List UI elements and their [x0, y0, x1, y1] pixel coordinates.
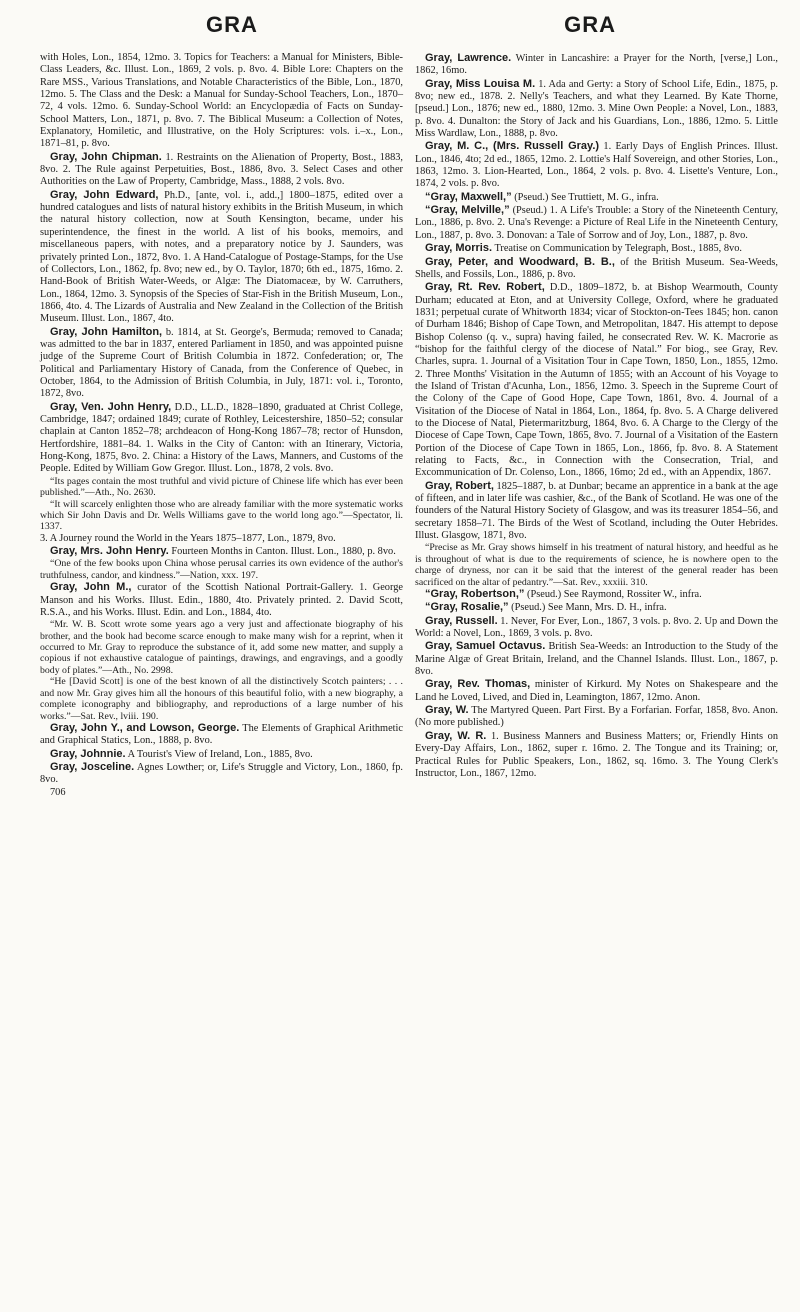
entry-text: D.D., 1809–1872, b. at Bishop Wearmouth, County Durham; educated at Eton, and at University College, Oxford, where he graduated 1831; perpetual curate of Whitworth 1834; vicar of Stockton-on-Tees 1845; hon. canon of Durham 1846; Bishop of Cape Town, and Metropolitan, 1847. His attempt to depose Bishop Colenso (q. v., supra) having failed, he consecrated Rev. W. K. Macrorie as “bishop for the faithful clergy of the diocese of Natal.” For biog., see Gray, Rev. Charles, supra. 1. Journal of a Visitation Tour in Cape Town, 1850, Lon., 1855, 12mo. 2. Three Months' Visitation in the Autumn of 1855; with an Account of his Voyage to the Island of Tristan d'Acunha, Lon., 1856, 12mo. 3. Speech in the Supreme Court of the Colony of the Cape of Good Hope, Cape Town, 1861, 8vo. 4. Journal of a Visitation of the Diocese of Natal in 1864, Lon., 1864, fp. 8vo. 5. A Charge delivered to the Diocese of Natal, Pietermaritzburg, 1864, 8vo. 6. A Charge to the Clergy of the Diocese of Cape Town, Cape Town, 1865, 8vo. 7. Journal of a Visitation of the Eastern Portion of the Diocese of Cape Town in 1865, Lon., 1866, fp. 8vo. 8. A Statement relating to Facts, &c., in Connection with the Consecration, Trial, and Excommunication of Dr. Colenso, Lon., 1866, 16mo; 2d ed., with an Appendix, 1867. [415, 282, 779, 479]
text-columns [40, 52, 778, 799]
entry-text: Treatise on Communication by Telegraph, Bost., 1885, 8vo. [492, 243, 742, 255]
entry-text: A Tourist's View of Ireland, Lon., 1885, 8vo. [125, 748, 313, 760]
bibliography-entry [40, 189, 403, 326]
entry-text: (Pseud.) See Mann, Mrs. D. H., infra. [508, 602, 667, 614]
entry-text: The Martyred Queen. Part First. By a Forfarian. Forfar, 1858, 8vo. Anon. (No more published.) [415, 705, 778, 729]
entry-text: 1. Early Days of English Princes. Illust. Lon., 1846, 4to; 2d ed., 1865, 12mo. 2. Lottie's Half Sovereign, and other Stories, Lon., 1863, 12mo. 3. Lion-Hearted, Lon., 1864, 2 vols. p. 8vo. 4. Lisette's Venture, Lon., 1874, 2 vols. p. 8vo. [415, 141, 778, 190]
page-number: 706 [50, 786, 66, 798]
entry-headword: “Gray, Robertson,” [425, 588, 525, 601]
entry-text: D.D., LL.D., 1828–1890, graduated at Christ College, Cambridge, 1847; ordained 1849; curate of Rothley, Leicestershire, 1850–52; consular chaplain at Canton 1852–78; archdeacon of Hong-Kong 1867–78; rector of Hunsdon, Hertfordshire, 1881–84. 1. Walks in the City of Canton: with an Itinerary, Victoria, Hong-Kong, 1875, 8vo. 2. China: a History of the Laws, Manners, and Customs of the People. Edited by William Gow Gregor. Illust. Lon., 1878, 2 vols. 8vo. [40, 401, 403, 475]
entry-headword: Gray, John M., [50, 581, 132, 594]
review-quote: “Precise as Mr. Gray shows himself in his treatment of natural history, and heedful as he is throughout of what is due to the requirements of science, he is nowhere open to the charge of dryness, nor can it be said that the interest of the general reader has been sacrificed on the altar of pedantry.”—Sat. Rev., xxxiii. 310. [415, 542, 778, 588]
entry-text: The Elements of Graphical Arithmetic and Graphical Statics, Lon., 1888, p. 8vo. [40, 722, 403, 747]
running-head [40, 12, 778, 52]
entry-text: 3. A Journey round the World in the Years 1875–1877, Lon., 1879, 8vo. [40, 532, 336, 544]
entry-text: 1. Business Manners and Business Matters; or, Friendly Hints on Every-Day Affairs, Lon., 1862, super r. 16mo. 2. The Tongue and its Training; or, Practical Rules for Public Speakers, Lon., 1862, sq. 16mo. 3. The Young Clerk's Instructor, Lon., 1867, 12mo. [415, 730, 778, 779]
entry-headword: Gray, Peter, and Woodward, B. B., [425, 255, 615, 268]
right-column [415, 52, 778, 799]
entry-text: (Pseud.) See Raymond, Rossiter W., infra. [524, 589, 702, 601]
entry-text: Agnes Lowther; or, Life's Struggle and Victory, Lon., 1860, fp. 8vo. [40, 761, 403, 786]
bibliography-entry [415, 242, 778, 255]
entry-headword: Gray, Ven. John Henry, [50, 400, 172, 413]
entry-text: (Pseud.) See Truttiett, M. G., infra. [511, 191, 659, 203]
entry-headword: Gray, W. R. [425, 729, 487, 742]
bibliography-entry [415, 78, 778, 141]
bibliography-entry [415, 601, 778, 614]
entry-headword: Gray, Miss Louisa M. [425, 77, 536, 90]
bibliography-entry [40, 761, 403, 787]
bibliography-entry [415, 730, 778, 780]
bibliography-entry [40, 545, 403, 558]
entry-headword: Gray, Morris. [425, 242, 493, 255]
entry-text: 1. Restraints on the Alienation of Property, Bost., 1883, 8vo. 2. The Rule against Perpetuities, Bost., 1886, 8vo. 3. Select Cases and other Authorities on the Law of Property, Cambridge, Mass., 1888, 2 vols. 8vo. [40, 151, 404, 188]
review-quote: “One of the few books upon China whose perusal carries its own evidence of the author's truthfulness, candor, and kindness.”—Nation, xxx. 197. [40, 558, 403, 581]
entry-headword: Gray, Josceline. [50, 760, 135, 773]
bibliography-entry [40, 581, 403, 619]
entry-headword: “Gray, Maxwell,” [425, 190, 512, 203]
entry-text: curator of the Scottish National Portrait-Gallery. 1. George Manson and his Works. Illust. Edin., 1880, 4to. Privately printed. 2. David Scott, R.S.A., and his Works. Illust. Edin. and Lon., 1884, 4to. [40, 582, 403, 618]
entry-headword: Gray, John Y., and Lowson, George. [50, 721, 240, 734]
bibliography-entry [415, 281, 778, 480]
entry-text: of the British Museum. Sea-Weeds, Shells, and Fossils, Lon., 1886, p. 8vo. [415, 256, 778, 280]
entry-text: minister of Kirkurd. My Notes on Shakespeare and the Land he Loved, Lived, and Died in, Leamington, 1867, 12mo. Anon. [415, 679, 778, 703]
running-head-right: GRA [564, 12, 616, 37]
entry-headword: Gray, M. C., (Mrs. Russell Gray.) [425, 140, 600, 153]
bibliography-entry [40, 151, 403, 189]
bibliography-entry [40, 748, 403, 761]
bibliography-entry [415, 615, 778, 641]
entry-text: Fourteen Months in Canton. Illust. Lon., 1880, p. 8vo. [168, 546, 396, 558]
bibliography-entry [40, 533, 403, 545]
bibliography-entry [40, 52, 403, 151]
bibliography-entry [40, 722, 403, 748]
running-head-left: GRA [206, 12, 258, 37]
bibliography-entry [415, 256, 778, 282]
bibliography-entry [415, 588, 778, 601]
entry-headword: Gray, Mrs. John Henry. [50, 545, 169, 558]
bibliography-entry [415, 140, 778, 190]
review-quote: “Its pages contain the most truthful and vivid picture of Chinese life which has ever been published.”—Ath., No. 2630. [40, 475, 403, 499]
entry-headword: Gray, Robert, [425, 479, 494, 492]
bibliography-entry [40, 401, 403, 476]
entry-headword: Gray, Russell. [425, 614, 498, 627]
entry-headword: Gray, Johnnie. [50, 747, 126, 760]
review-quote: “He [David Scott] is one of the best known of all the distinctively Scotch painters; . . . and now Mr. Gray gives him all the honours of this beautiful folio, with a new biography, a complete iconography and bibliography, and reproductions of a large number of his works.”—Sat. Rev., lviii. 190. [40, 676, 403, 722]
entry-headword: Gray, Rev. Thomas, [425, 678, 531, 691]
entry-text: with Holes, Lon., 1854, 12mo. 3. Topics for Teachers: a Manual for Ministers, Bible-Class Leaders, &c. Illust. Lon., 1869, 2 vols. p. 8vo. 4. Bible Lore: Chapters on the Rare MSS., Various Translations, and Notable Characteristics of the Bible, Lon., 1870, 12mo. 5. The Class and the Desk: a Manual for Sunday-School Teachers, Lon., 1870–72, 4 vols. 12mo. 6. Sunday-School World: an Encyclopædia of Facts on Sunday-School Matters, Lon., 1871, p. 8vo. 7. The Biblical Museum: a Collection of Notes, Explanatory, Homiletic, and Illustrative, on the Holy Scriptures: vols. i.–x., Lon., 1871–81, p. 8vo. [40, 52, 403, 150]
entry-text: (Pseud.) 1. A Life's Trouble: a Story of the Nineteenth Century, Lon., 1886, p. 8vo. 2. Una's Revenge: a Picture of Real Life in the Nineteenth Century, Lon., 1887, p. 8vo. 3. Donovan: a Tale of Sorrow and of Joy, Lon., 1887, p. 8vo. [415, 205, 778, 241]
bibliography-entry [415, 191, 778, 204]
entry-text: 1. Never, For Ever, Lon., 1867, 3 vols. p. 8vo. 2. Up and Down the World: a Novel, Lon., 1869, 3 vols. p. 8vo. [415, 615, 778, 640]
entry-headword: “Gray, Rosalie,” [425, 601, 509, 614]
entry-headword: Gray, Rt. Rev. Robert, [425, 281, 545, 294]
entry-text: Ph.D., [ante, vol. i., add.,] 1800–1875, edited over a hundred catalogues and lists of natural history exhibits in the British Museum, in which the natural history collection, now at South Kensington, became, under his superintendence, the finest in the world. A list of his books, memoirs, and miscellaneous papers, with notes, and a preparatory notice by J. Saunders, was privately printed Lon., 1872, 8vo. 1. A Hand-Catalogue of Postage-Stamps, for the Use of Collectors, Lon., 1862, fp. 8vo; new ed., by O. Taylor, 1870; 6th ed., 1875, 16mo. 2. Hand-Book of British Water-Weeds, or Algæ: The Diatomaceæ, by W. Carruthers, Lon., 1864, 12mo. 3. Synopsis of the Species of Star-Fish in the British Museum, Lon., 1866, 4to. 4. The Lizards of Australia and New Zealand in the Collection of the British Museum. Illust. Lon., 1867, 4to. [40, 189, 403, 325]
entry-text: b. 1814, at St. George's, Bermuda; removed to Canada; was admitted to the bar in 1837, entered Parliament in 1850, and was appointed puisne judge of the Supreme Court of British Columbia in 1872. Confederation; or, The Political and Parliamentary History of Canada, from the Conference of Quebec, in October, 1864, to the Admission of British Columbia, in July, 1871: vol. i., Toronto, 1872, 8vo. [40, 326, 404, 400]
entry-headword: Gray, W. [425, 704, 469, 717]
bibliography-entry [415, 204, 778, 242]
entry-text: Winter in Lancashire: a Prayer for the North, [verse,] Lon., 1862, 16mo. [415, 53, 779, 77]
review-quote: “It will scarcely enlighten those who are already familiar with the more systematic works which Sir John Davis and Dr. Wells Williams gave to the world long ago.”—Spectator, li. 1337. [40, 498, 403, 533]
bibliography-entry [415, 52, 778, 78]
entry-headword: Gray, John Edward, [50, 188, 159, 201]
review-quote: “Mr. W. B. Scott wrote some years ago a very just and affectionate biography of his brother, and the book had become scarce enough to make many wish for a reprint, when it occurred to Mr. Gray to reproduce the substance of it, add some new matter, and supply a copious if not exhaustive catalogue of paintings, drawings, and engravings, and a goodly body of plates.”—Ath., No. 2998. [40, 619, 403, 676]
entry-headword: “Gray, Melville,” [425, 204, 510, 217]
entry-headword: Gray, John Chipman. [50, 150, 162, 163]
entry-headword: Gray, Samuel Octavus. [425, 640, 546, 653]
entry-text: British Sea-Weeds: an Introduction to the Study of the Marine Algæ of Great Britain, Ireland, and the Channel Islands. Illust. Lon., 1867, p. 8vo. [415, 641, 778, 678]
entry-text: 1825–1887, b. at Dunbar; became an apprentice in a bank at the age of fifteen, and in later life was cashier, &c., of the Bank of Scotland. He was one of the founders of the Natural History Society of Glasgow, and was its treasurer 1854–56, and secretary 1858–71. The Birds of the West of Scotland, including the Outer Hebrides. Illust. Glasgow, 1871, 8vo. [415, 480, 779, 542]
bibliography-entry [415, 704, 778, 730]
left-column [40, 52, 403, 799]
bibliography-entry [415, 678, 778, 704]
bibliography-entry [40, 326, 403, 401]
bibliography-entry [415, 480, 778, 543]
entry-text: 1. Ada and Gerty: a Story of School Life, Edin., 1875, p. 8vo; new ed., 1878. 2. Nelly's Teachers, and what they Learned. By Kate Thorne, [pseud.] Lon., 1876; new ed., 1880, 12mo. 3. Mine Own People: a Novel, Lon., 1883, p. 8vo. 4. Dunalton: the Story of Jack and his Guardians, Lon., 1886, 12mo. 5. Little Miss Wardlaw, Lon., 1888, p. 8vo. [415, 78, 778, 140]
entry-headword: Gray, John Hamilton, [50, 325, 163, 338]
entry-headword: Gray, Lawrence. [425, 52, 512, 64]
bibliography-entry [415, 640, 778, 678]
